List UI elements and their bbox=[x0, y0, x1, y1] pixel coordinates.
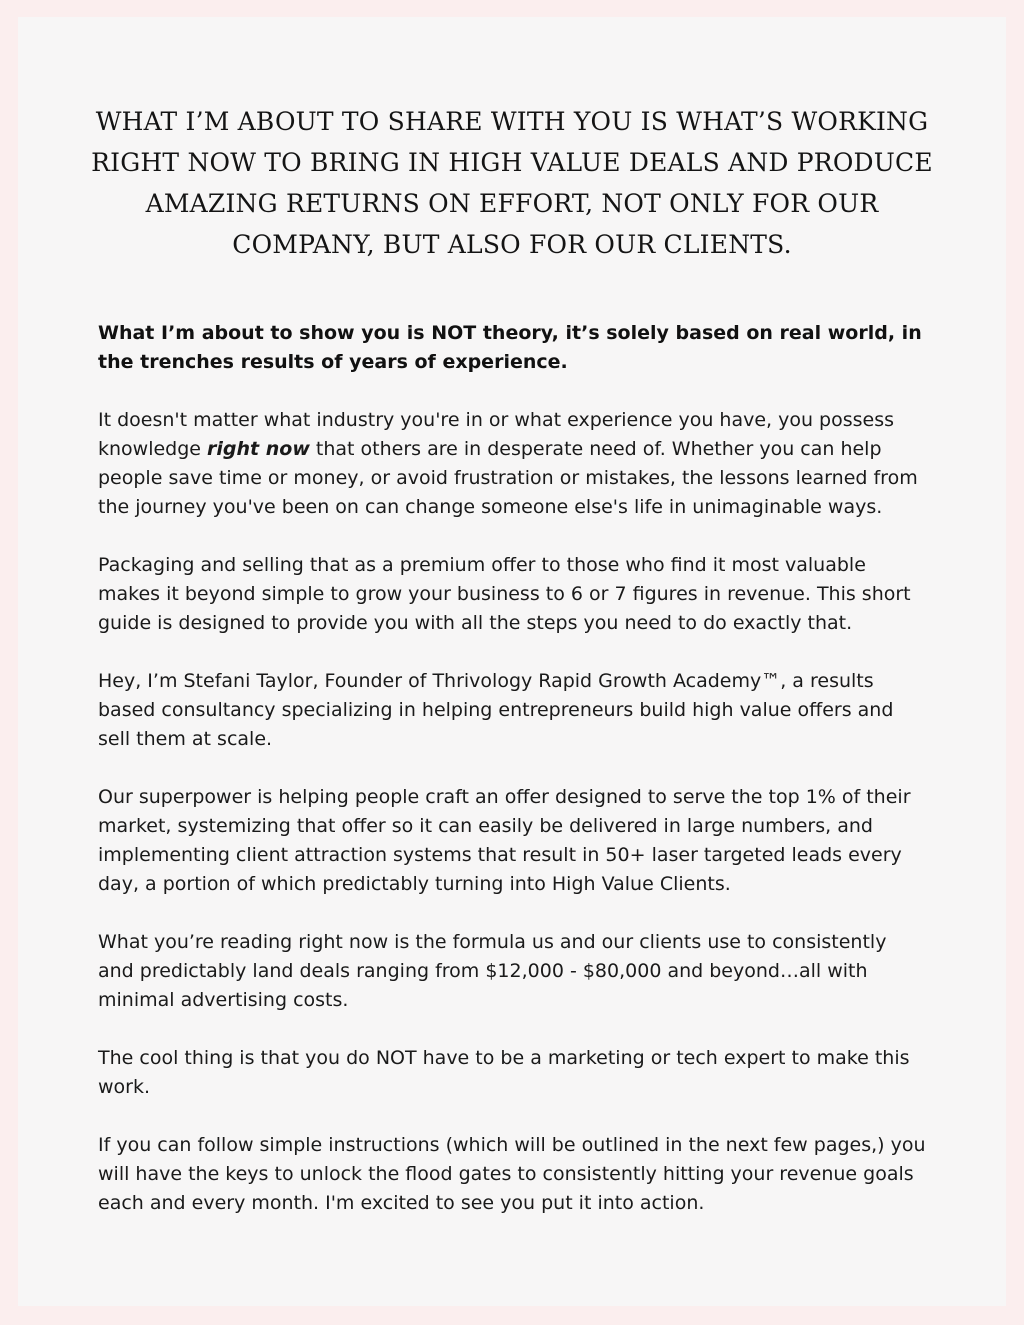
paragraph-closing: If you can follow simple instructions (which will be outlined in the next few pages,) you will have the keys to unlock the flood gates to consistently hitting your revenue goals each and every month. I'm excited to see you put it into action. bbox=[98, 1134, 926, 1214]
paragraph-formula: What you’re reading right now is the formula us and our clients use to consistently and predictably land deals ranging from $12,000 - $80,000 and beyond…all with minimal advertising costs. bbox=[98, 931, 887, 1011]
headline: WHAT I’M ABOUT TO SHARE WITH YOU IS WHAT’S WORKING RIGHT NOW TO BRING IN HIGH VALUE DEALS AND PRODUCE AMAZING RETURNS ON EFFORT, NOT ONLY FOR OUR COMPANY, BUT ALSO FOR OUR CLIENTS. bbox=[91, 107, 933, 259]
paragraph-industry-knowledge bbox=[98, 406, 928, 522]
paragraph-superpower: Our superpower is helping people craft an offer designed to serve the top 1% of their market, systemizing that offer so it can easily be delivered in large numbers, and implementing client attraction systems that result in 50+ laser targeted leads every day, a portion of which predictably turning into High Value Clients. bbox=[98, 786, 911, 895]
paragraph-author-intro: Hey, I’m Stefani Taylor, Founder of Thrivology Rapid Growth Academy™, a results based consultancy specializing in helping entrepreneurs build high value offers and sell them at scale. bbox=[98, 670, 894, 750]
emphasis-right-now: right now bbox=[207, 438, 310, 460]
lead-paragraph: What I’m about to show you is NOT theory, it’s solely based on real world, in the trenches results of years of experience. bbox=[98, 322, 922, 373]
paragraph-premium-offer: Packaging and selling that as a premium offer to those who find it most valuable makes it beyond simple to grow your business to 6 or 7 figures in revenue. This short guide is designed to provide you with all the steps you need to do exactly that. bbox=[98, 554, 911, 634]
body-text bbox=[98, 319, 928, 1247]
document-page bbox=[18, 17, 1006, 1306]
paragraph-text: that others are in desperate need of. Whether you can help people save time or money, or avoid frustration or mistakes, the lessons learned from the journey you've been on can change someone else's life in unimaginable ways. bbox=[98, 438, 918, 518]
paragraph-no-expert-needed: The cool thing is that you do NOT have to be a marketing or tech expert to make this work. bbox=[98, 1047, 910, 1098]
paragraph-text: It doesn't matter what industry you're in or what experience you have, you possess knowledge bbox=[98, 409, 895, 460]
